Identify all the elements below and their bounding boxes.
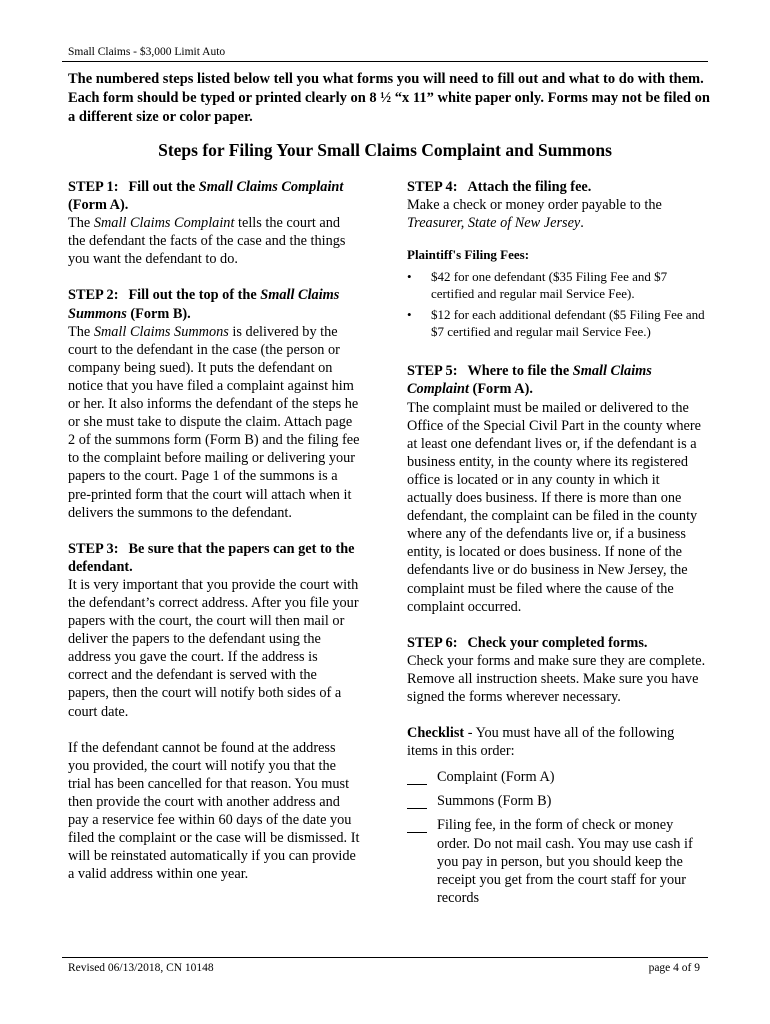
fee-item [407, 268, 707, 302]
step-2 [68, 286, 360, 521]
header-divider [62, 61, 708, 62]
checklist-item-text: Filing fee, in the form of check or money order. Do not mail cash. You may use cash if you pay in person, but you should keep the receipt you get from the court staff for your records [437, 817, 693, 906]
checklist-item [407, 816, 707, 906]
checklist-item-text: Summons (Form B) [437, 793, 552, 810]
checkbox-blank[interactable] [407, 818, 427, 833]
checklist-label: Checklist [407, 725, 465, 742]
step-5 [407, 362, 707, 615]
step-4-body-end: . [580, 215, 584, 232]
step-4-heading [407, 178, 707, 196]
fee-item-text: $42 for one defendant ($35 Filing Fee and $7 certified and regular mail Service Fee). [431, 269, 668, 302]
step-4-body [407, 196, 707, 232]
checklist-intro-text: - You must have all of the following items in this order: [407, 725, 675, 760]
step-5-label: STEP 5: [407, 363, 458, 380]
step-5-heading-italic: Small Claims Complaint [407, 363, 652, 398]
step-2-heading-end: (Form B). [126, 305, 191, 322]
step-5-heading [407, 362, 707, 398]
step-1-body-start: The [68, 215, 94, 232]
step-6-label: STEP 6: [407, 634, 458, 651]
step-1-heading [68, 178, 360, 214]
step-6-heading-text: Check your completed forms. [467, 634, 648, 651]
step-1-heading-italic: Small Claims Complaint [198, 179, 344, 195]
step-3-heading [68, 540, 360, 576]
step-3-heading-text: Be sure that the papers can get to the defendant. [68, 540, 355, 575]
step-4-heading-text: Attach the filing fee. [467, 179, 592, 195]
step-4-body-italic: Treasurer, State of New Jersey [407, 215, 581, 232]
step-1-label: STEP 1: [68, 179, 119, 195]
checklist-item [407, 792, 707, 810]
right-column [407, 178, 707, 925]
step-6-body: Check your forms and make sure they are complete. Remove all instruction sheets. Make sure you have signed the forms wherever necessary. [407, 652, 706, 705]
intro-paragraph: The numbered steps listed below tell you what forms you will need to fill out and what to do with them. Each form should be typed or printed clearly on 8 ½ “x 11” white paper only. Forms may not be filed on a different size or color paper. [68, 71, 710, 125]
fee-item-text: $12 for each additional defendant ($5 Filing Fee and $7 certified and regular mail Service Fee.) [431, 307, 705, 340]
step-5-heading-text: Where to file the [467, 363, 573, 380]
step-3-body-2: If the defendant cannot be found at the address you provided, the court will notify you that the trial has been cancelled for that reason. You must then provide the court with another address and pay a reservice fee within 60 days of the date you filed the complaint or the case will be dismissed. It will be reinstated automatically if you can provide a valid address within one year. [68, 739, 360, 883]
step-2-body-rest: is delivered by the court to the defendant in the case (the person or company being sued). It puts the defendant on notice that you have filed a complaint against him or her. It also informs the defendant of the steps he or she must take to dispute the claim. Attach page 2 of the summons form (Form B) and the filing fee to the complaint before mailing or delivering your papers to the court. Page 1 of the summons is a pre-printed form that the court will attach when it delivers the summons to the defendant. [68, 323, 360, 521]
filing-fees-title: Plaintiff's Filing Fees: [407, 247, 530, 263]
step-2-body-start: The [68, 323, 94, 340]
step-2-body-italic: Small Claims Summons [93, 323, 229, 340]
step-1-heading-end: (Form A). [68, 197, 129, 214]
step-6-heading [407, 634, 707, 652]
checkbox-blank[interactable] [407, 794, 427, 809]
bullet-icon: • [407, 307, 412, 323]
step-3-body: It is very important that you provide the court with the defendant’s correct address. After you file your papers with the court, the court will then mail or deliver the papers to the defendant using the address you gave the court. If the address is correct and the defendant is served with the papers, then the court will notify both sides of a court date. [68, 576, 359, 720]
step-3 [68, 540, 360, 884]
step-4-label: STEP 4: [407, 179, 458, 195]
checklist [407, 768, 707, 907]
step-1-body-italic: Small Claims Complaint [93, 215, 235, 232]
page-title: Steps for Filing Your Small Claims Complaint and Summons [158, 140, 612, 160]
page-number: page 4 of 9 [648, 962, 700, 974]
checklist-item [407, 768, 707, 786]
checklist-intro [407, 724, 707, 760]
bullet-icon: • [407, 269, 412, 285]
checkbox-blank[interactable] [407, 770, 427, 785]
filing-fees-list [407, 268, 707, 340]
step-4 [407, 178, 707, 340]
step-2-body [68, 323, 360, 522]
step-5-heading-end: (Form A). [468, 381, 533, 398]
step-3-label: STEP 3: [68, 540, 119, 557]
step-2-heading-text: Fill out the top of the [128, 287, 261, 304]
step-5-body: The complaint must be mailed or delivered to the Office of the Special Civil Part in the county where at least one defendant lives or, if the defendant is a business entity, in the county where its registered office is located or in any county in which it actually does business. If there is more than one defendant, the complaint can be filed in the county where any of the defendants live or, if a business entity, is located or does business. If none of the defendants live or do business in New Jersey, the complaint must be filed where the cause of the complaint occurred. [407, 399, 701, 615]
step-2-heading [68, 286, 360, 322]
footer-divider [62, 957, 708, 958]
step-1-heading-text: Fill out the [128, 179, 199, 195]
fee-item [407, 306, 707, 340]
step-1 [68, 178, 360, 268]
step-2-label: STEP 2: [68, 287, 119, 304]
step-4-body-start: Make a check or money order payable to the [407, 197, 662, 214]
checklist-item-text: Complaint (Form A) [437, 769, 555, 786]
revision-note: Revised 06/13/2018, CN 10148 [68, 962, 214, 974]
running-header: Small Claims - $3,000 Limit Auto [68, 46, 226, 58]
step-1-body-rest: tells the court and the defendant the facts of the case and the things you want the defendant to do. [68, 215, 346, 268]
step-6 [407, 634, 707, 907]
left-column [68, 178, 360, 901]
step-1-body [68, 214, 360, 268]
step-2-heading-italic: Small Claims Summons [68, 287, 340, 322]
